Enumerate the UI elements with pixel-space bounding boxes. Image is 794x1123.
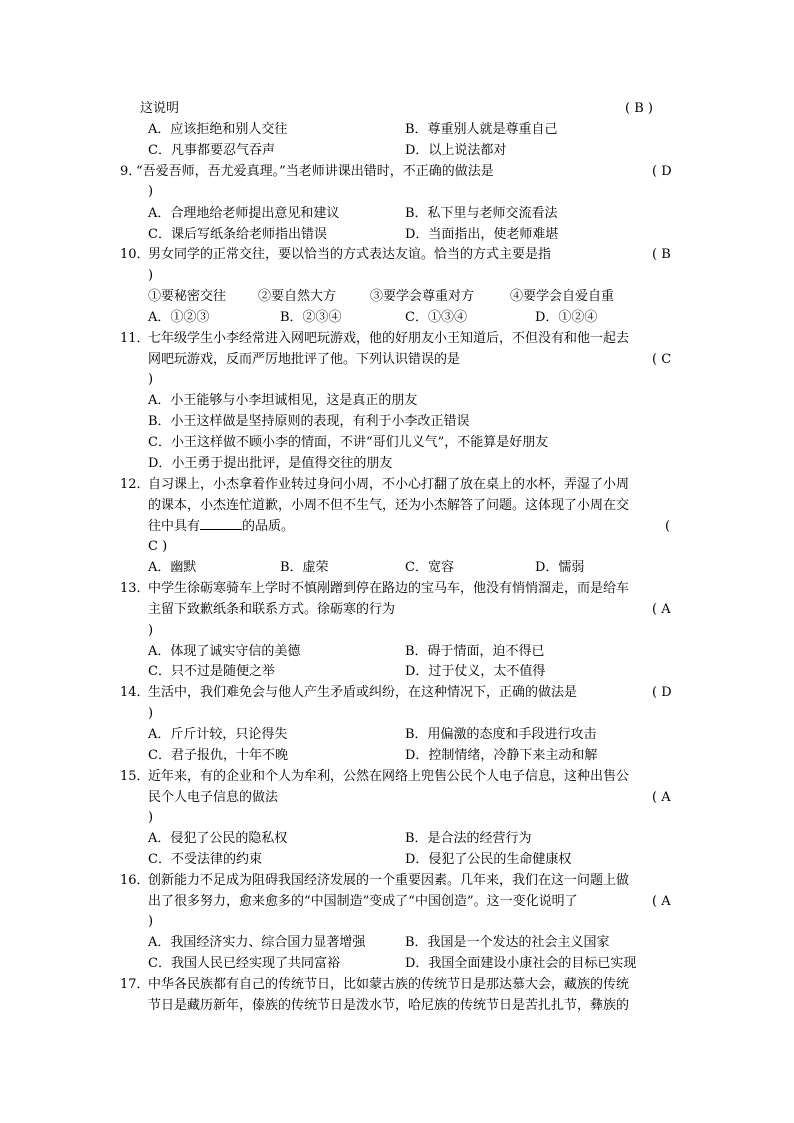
q15-answer-close: ) bbox=[148, 810, 154, 825]
q11-line-1: 七年级学生小李经常进入网吧玩游戏，他的好朋友小王知道后，不但没有和他一起去 bbox=[148, 331, 630, 346]
q16-option-b: B．我国是一个发达的社会主义国家 bbox=[405, 935, 610, 950]
q8-option-a: A．应该拒绝和别人交往 bbox=[148, 122, 288, 137]
q13-option-d: D．过于仗义，太不值得 bbox=[405, 664, 546, 679]
q11-option-a: A．小王能够与小李坦诚相见，这是真正的朋友 bbox=[148, 393, 418, 408]
q14-answer-close: ) bbox=[148, 706, 154, 721]
q12-line-3 bbox=[148, 517, 294, 536]
q9-line-1: “吾爱吾师，吾尤爱真理。”当老师讲课出错时，不正确的做法是 bbox=[136, 164, 494, 179]
q12-line-2: 的课本，小杰连忙道歉，小周不但不生气，还为小杰解答了问题。这体现了小周在交 bbox=[148, 498, 630, 513]
q8-option-b: B．尊重别人就是尊重自己 bbox=[405, 122, 558, 137]
q11-line-2: 网吧玩游戏，反而严厉地批评了他。下列认识错误的是 bbox=[148, 352, 461, 367]
q9-option-c: C．课后写纸条给老师指出错误 bbox=[148, 227, 327, 242]
q10-option-d: D．①②④ bbox=[535, 310, 598, 325]
q9-answer-close: ) bbox=[148, 184, 154, 199]
q13-answer-close: ) bbox=[148, 623, 154, 638]
q13-option-a: A．体现了诚实守信的美德 bbox=[148, 644, 301, 659]
q16-line-1: 创新能力不足成为阻碍我国经济发展的一个重要因素。几年来，我们在这一问题上做 bbox=[148, 873, 630, 888]
q12-option-b: B．虚荣 bbox=[280, 560, 329, 575]
q11-answer: ( C bbox=[652, 352, 672, 367]
q13-number: 13． bbox=[120, 581, 150, 596]
q15-line-2: 民个人电子信息的做法 bbox=[148, 790, 279, 805]
q16-option-c: C．我国人民已经实现了共同富裕 bbox=[148, 956, 340, 971]
q12-blank bbox=[200, 517, 242, 530]
q8-answer: ( B ) bbox=[625, 101, 653, 116]
q9-option-b: B．私下里与老师交流看法 bbox=[405, 206, 558, 221]
q12-option-a: A．幽默 bbox=[148, 560, 197, 575]
q9-answer: ( D bbox=[652, 164, 672, 179]
q12-line-1: 自习课上，小杰拿着作业转过身问小周，不小心打翻了放在桌上的水杯，弄湿了小周 bbox=[148, 477, 630, 492]
q15-option-d: D．侵犯了公民的生命健康权 bbox=[405, 852, 572, 867]
q13-option-b: B．碍于情面，迫不得已 bbox=[405, 644, 545, 659]
q14-option-a: A．斤斤计较，只论得失 bbox=[148, 727, 288, 742]
q13-answer: ( A bbox=[652, 602, 671, 617]
q15-option-b: B．是合法的经营行为 bbox=[405, 831, 532, 846]
q11-option-b: B．小王这样做是坚持原则的表现，有利于小李改正错误 bbox=[148, 414, 470, 429]
q12-option-c: C．宽容 bbox=[405, 560, 454, 575]
q14-option-d: D．控制情绪，冷静下来主动和解 bbox=[405, 748, 598, 763]
q12-line-3-post: 的品质。 bbox=[242, 519, 295, 534]
q12-answer-close: C ) bbox=[148, 539, 168, 554]
q10-choice-4: ④要学会自爱自重 bbox=[510, 289, 615, 304]
q10-number: 10． bbox=[120, 247, 150, 262]
q11-option-d: D．小王勇于提出批评，是值得交往的朋友 bbox=[148, 456, 393, 471]
q14-number: 14． bbox=[120, 685, 150, 700]
q9-number: 9． bbox=[120, 164, 142, 179]
q10-option-c: C．①③④ bbox=[405, 310, 467, 325]
q10-option-b: B．②③④ bbox=[280, 310, 342, 325]
q15-answer: ( A bbox=[652, 790, 671, 805]
q10-choice-3: ③要学会尊重对方 bbox=[370, 289, 475, 304]
q10-choice-1: ①要秘密交往 bbox=[148, 289, 227, 304]
q10-line-1: 男女同学的正常交往，要以恰当的方式表达友谊。恰当的方式主要是指 bbox=[148, 247, 552, 262]
q12-answer: ( bbox=[665, 519, 671, 534]
q13-line-2: 主留下致歉纸条和联系方式。徐砺寒的行为 bbox=[148, 602, 396, 617]
q17-line-2: 节日是藏历新年，傣族的传统节日是泼水节，哈尼族的传统节日是苦扎扎节，彝族的 bbox=[148, 998, 630, 1013]
q10-answer-close: ) bbox=[148, 268, 154, 283]
q10-choice-2: ②要自然大方 bbox=[258, 289, 337, 304]
q12-line-3-pre: 往中具有 bbox=[148, 519, 201, 534]
q14-answer: ( D bbox=[652, 685, 672, 700]
q11-number: 11． bbox=[120, 331, 150, 346]
q15-line-1: 近年来，有的企业和个人为牟利，公然在网络上兜售公民个人电子信息，这种出售公 bbox=[148, 769, 630, 784]
q17-number: 17． bbox=[120, 977, 150, 992]
q8-option-d: D．以上说法都对 bbox=[405, 143, 507, 158]
q15-number: 15． bbox=[120, 769, 150, 784]
q13-option-c: C．只不过是随便之举 bbox=[148, 664, 275, 679]
q10-option-a: A．①②③ bbox=[148, 310, 210, 325]
q14-line-1: 生活中，我们难免会与他人产生矛盾或纠纷，在这种情况下，正确的做法是 bbox=[148, 685, 578, 700]
q12-option-d: D．懦弱 bbox=[535, 560, 585, 575]
q16-answer-close: ) bbox=[148, 914, 154, 929]
q16-number: 16． bbox=[120, 873, 150, 888]
q16-line-2: 出了很多努力，愈来愈多的“中国制造”变成了“中国创造”。这一变化说明了 bbox=[148, 894, 578, 909]
q17-line-1: 中华各民族都有自己的传统节日，比如蒙古族的传统节日是那达慕大会，藏族的传统 bbox=[148, 977, 630, 992]
q11-answer-close: ) bbox=[148, 372, 154, 387]
q16-option-d: D．我国全面建设小康社会的目标已实现 bbox=[405, 956, 637, 971]
q8-option-c: C．凡事都要忍气吞声 bbox=[148, 143, 275, 158]
q15-option-c: C．不受法律的约束 bbox=[148, 852, 262, 867]
q12-number: 12． bbox=[120, 477, 150, 492]
q14-option-b: B．用偏激的态度和手段进行攻击 bbox=[405, 727, 597, 742]
q14-option-c: C．君子报仇，十年不晚 bbox=[148, 748, 288, 763]
q9-option-d: D．当面指出，使老师难堪 bbox=[405, 227, 559, 242]
q15-option-a: A．侵犯了公民的隐私权 bbox=[148, 831, 288, 846]
q11-option-c: C．小王这样做不顾小李的情面，不讲“哥们儿义气”，不能算是好朋友 bbox=[148, 435, 549, 450]
q10-answer: ( B bbox=[652, 247, 671, 262]
q16-answer: ( A bbox=[652, 894, 671, 909]
q9-option-a: A．合理地给老师提出意见和建议 bbox=[148, 206, 340, 221]
q13-line-1: 中学生徐砺寒骑车上学时不慎剐蹭到停在路边的宝马车，他没有悄悄溜走，而是给车 bbox=[148, 581, 630, 596]
q16-option-a: A．我国经济实力、综合国力显著增强 bbox=[148, 935, 366, 950]
q8-stem: 这说明 bbox=[140, 101, 180, 116]
